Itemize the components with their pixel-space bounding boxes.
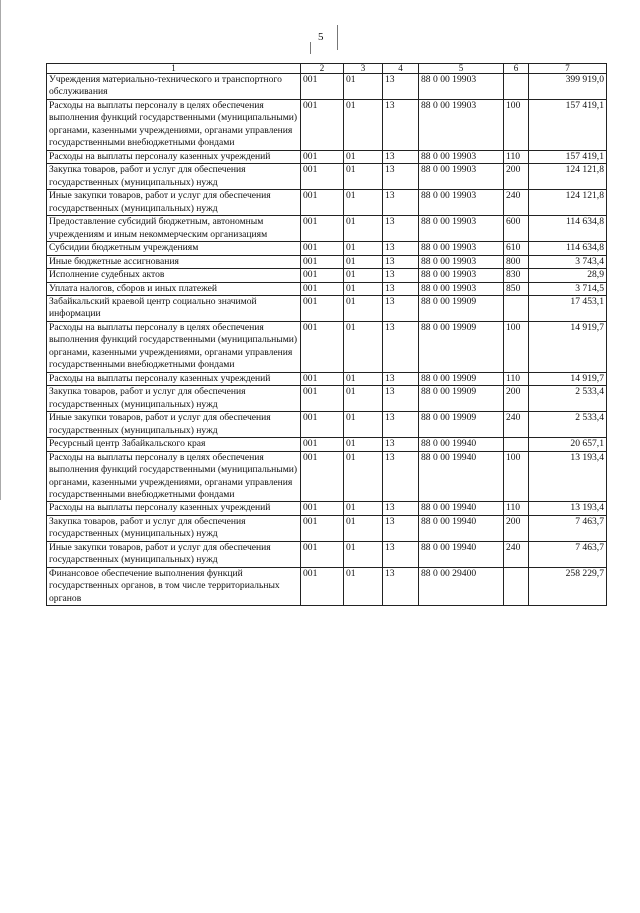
cell-ministry-code: 001 (301, 567, 344, 605)
table-row (47, 502, 607, 515)
cell-section: 01 (344, 242, 383, 255)
cell-subsection: 13 (383, 295, 419, 321)
cell-expense-type: 240 (504, 412, 529, 438)
cell-name: Уплата налогов, сборов и иных платежей (47, 282, 301, 295)
table-row (47, 541, 607, 567)
cell-section: 01 (344, 216, 383, 242)
cell-section: 01 (344, 74, 383, 100)
cell-section: 01 (344, 150, 383, 163)
table-row (47, 567, 607, 605)
cell-expense-type: 100 (504, 451, 529, 502)
cell-target-article: 88 0 00 19940 (419, 541, 504, 567)
cell-expense-type: 200 (504, 164, 529, 190)
cell-name: Расходы на выплаты персоналу казенных учреждений (47, 502, 301, 515)
column-header: 6 (504, 64, 529, 74)
cell-ministry-code: 001 (301, 372, 344, 385)
cell-expense-type (504, 567, 529, 605)
cell-section: 01 (344, 295, 383, 321)
scan-mark (310, 42, 311, 54)
cell-section: 01 (344, 269, 383, 282)
cell-amount: 157 419,1 (529, 99, 607, 150)
cell-section: 01 (344, 515, 383, 541)
cell-name: Иные бюджетные ассигнования (47, 255, 301, 268)
cell-name: Иные закупки товаров, работ и услуг для обеспечения государственных (муниципальных) нужд (47, 190, 301, 216)
cell-section: 01 (344, 502, 383, 515)
cell-section: 01 (344, 282, 383, 295)
column-header: 2 (301, 64, 344, 74)
cell-expense-type: 600 (504, 216, 529, 242)
cell-expense-type (504, 74, 529, 100)
cell-name: Исполнение судебных актов (47, 269, 301, 282)
cell-target-article: 88 0 00 19909 (419, 321, 504, 372)
cell-ministry-code: 001 (301, 412, 344, 438)
cell-amount: 124 121,8 (529, 190, 607, 216)
cell-target-article: 88 0 00 19940 (419, 515, 504, 541)
cell-section: 01 (344, 164, 383, 190)
cell-ministry-code: 001 (301, 216, 344, 242)
cell-amount: 17 453,1 (529, 295, 607, 321)
table-row (47, 164, 607, 190)
cell-subsection: 13 (383, 164, 419, 190)
cell-amount: 7 463,7 (529, 515, 607, 541)
cell-target-article: 88 0 00 19909 (419, 295, 504, 321)
cell-section: 01 (344, 412, 383, 438)
cell-subsection: 13 (383, 567, 419, 605)
cell-expense-type: 100 (504, 321, 529, 372)
cell-amount: 157 419,1 (529, 150, 607, 163)
cell-subsection: 13 (383, 438, 419, 451)
cell-ministry-code: 001 (301, 282, 344, 295)
cell-subsection: 13 (383, 386, 419, 412)
cell-subsection: 13 (383, 451, 419, 502)
cell-ministry-code: 001 (301, 164, 344, 190)
cell-expense-type: 110 (504, 502, 529, 515)
cell-ministry-code: 001 (301, 321, 344, 372)
cell-target-article: 88 0 00 19903 (419, 269, 504, 282)
cell-ministry-code: 001 (301, 74, 344, 100)
cell-amount: 399 919,0 (529, 74, 607, 100)
cell-expense-type: 100 (504, 99, 529, 150)
cell-target-article: 88 0 00 19940 (419, 438, 504, 451)
cell-subsection: 13 (383, 541, 419, 567)
cell-section: 01 (344, 190, 383, 216)
cell-ministry-code: 001 (301, 541, 344, 567)
cell-ministry-code: 001 (301, 451, 344, 502)
cell-amount: 14 919,7 (529, 372, 607, 385)
cell-name: Предоставление субсидий бюджетным, автономным учреждениям и иным некоммерческим организациям (47, 216, 301, 242)
cell-name: Закупка товаров, работ и услуг для обеспечения государственных (муниципальных) нужд (47, 515, 301, 541)
column-header: 1 (47, 64, 301, 74)
cell-name: Субсидии бюджетным учреждениям (47, 242, 301, 255)
cell-amount: 2 533,4 (529, 412, 607, 438)
cell-expense-type: 200 (504, 515, 529, 541)
cell-expense-type: 110 (504, 150, 529, 163)
cell-ministry-code: 001 (301, 515, 344, 541)
cell-section: 01 (344, 372, 383, 385)
cell-section: 01 (344, 386, 383, 412)
budget-table (46, 63, 607, 606)
cell-ministry-code: 001 (301, 255, 344, 268)
cell-amount: 3 743,4 (529, 255, 607, 268)
cell-expense-type: 830 (504, 269, 529, 282)
cell-section: 01 (344, 567, 383, 605)
cell-amount: 13 193,4 (529, 451, 607, 502)
cell-subsection: 13 (383, 412, 419, 438)
cell-name: Иные закупки товаров, работ и услуг для обеспечения государственных (муниципальных) нужд (47, 412, 301, 438)
cell-expense-type (504, 295, 529, 321)
cell-subsection: 13 (383, 282, 419, 295)
table-row (47, 295, 607, 321)
cell-name: Забайкальский краевой центр социально значимой информации (47, 295, 301, 321)
cell-ministry-code: 001 (301, 295, 344, 321)
cell-amount: 114 634,8 (529, 216, 607, 242)
cell-target-article: 88 0 00 19903 (419, 164, 504, 190)
cell-expense-type: 240 (504, 541, 529, 567)
cell-subsection: 13 (383, 515, 419, 541)
cell-target-article: 88 0 00 19903 (419, 190, 504, 216)
cell-subsection: 13 (383, 255, 419, 268)
cell-target-article: 88 0 00 29400 (419, 567, 504, 605)
table-row (47, 269, 607, 282)
cell-amount: 114 634,8 (529, 242, 607, 255)
table-row (47, 255, 607, 268)
cell-amount: 28,9 (529, 269, 607, 282)
cell-ministry-code: 001 (301, 438, 344, 451)
cell-expense-type (504, 438, 529, 451)
cell-amount: 14 919,7 (529, 321, 607, 372)
table-row (47, 451, 607, 502)
cell-target-article: 88 0 00 19903 (419, 99, 504, 150)
cell-ministry-code: 001 (301, 99, 344, 150)
cell-name: Учреждения материально-технического и транспортного обслуживания (47, 74, 301, 100)
cell-ministry-code: 001 (301, 386, 344, 412)
table-row (47, 99, 607, 150)
cell-ministry-code: 001 (301, 190, 344, 216)
cell-name: Расходы на выплаты персоналу в целях обеспечения выполнения функций государственными (муниципальными) органами, казенными учреждениями, органами управления государственными внебюджетными фондами (47, 99, 301, 150)
cell-name: Расходы на выплаты персоналу в целях обеспечения выполнения функций государственными (муниципальными) органами, казенными учреждениями, органами управления государственными внебюджетными фондами (47, 451, 301, 502)
cell-amount: 258 229,7 (529, 567, 607, 605)
cell-subsection: 13 (383, 372, 419, 385)
column-header: 3 (344, 64, 383, 74)
table-row (47, 282, 607, 295)
cell-subsection: 13 (383, 190, 419, 216)
cell-subsection: 13 (383, 502, 419, 515)
cell-ministry-code: 001 (301, 150, 344, 163)
cell-name: Расходы на выплаты персоналу казенных учреждений (47, 150, 301, 163)
cell-ministry-code: 001 (301, 242, 344, 255)
table-row (47, 242, 607, 255)
cell-section: 01 (344, 99, 383, 150)
table-row (47, 216, 607, 242)
cell-name: Расходы на выплаты персоналу казенных учреждений (47, 372, 301, 385)
cell-amount: 7 463,7 (529, 541, 607, 567)
table-body (47, 64, 607, 606)
cell-target-article: 88 0 00 19903 (419, 216, 504, 242)
cell-subsection: 13 (383, 150, 419, 163)
cell-target-article: 88 0 00 19909 (419, 372, 504, 385)
cell-name: Ресурсный центр Забайкальского края (47, 438, 301, 451)
column-header: 4 (383, 64, 419, 74)
cell-name: Финансовое обеспечение выполнения функций государственных органов, в том числе территориальных органов (47, 567, 301, 605)
scan-mark (337, 25, 338, 50)
column-header: 7 (529, 64, 607, 74)
cell-expense-type: 610 (504, 242, 529, 255)
cell-name: Иные закупки товаров, работ и услуг для обеспечения государственных (муниципальных) нужд (47, 541, 301, 567)
cell-subsection: 13 (383, 242, 419, 255)
cell-expense-type: 240 (504, 190, 529, 216)
cell-subsection: 13 (383, 269, 419, 282)
cell-section: 01 (344, 451, 383, 502)
table-row (47, 74, 607, 100)
cell-target-article: 88 0 00 19909 (419, 386, 504, 412)
cell-name: Расходы на выплаты персоналу в целях обеспечения выполнения функций государственными (муниципальными) органами, казенными учреждениями, органами управления государственными внебюджетными фондами (47, 321, 301, 372)
cell-subsection: 13 (383, 74, 419, 100)
cell-amount: 20 657,1 (529, 438, 607, 451)
cell-amount: 124 121,8 (529, 164, 607, 190)
cell-target-article: 88 0 00 19903 (419, 282, 504, 295)
cell-expense-type: 110 (504, 372, 529, 385)
cell-expense-type: 850 (504, 282, 529, 295)
cell-target-article: 88 0 00 19940 (419, 451, 504, 502)
cell-target-article: 88 0 00 19940 (419, 502, 504, 515)
table-row (47, 386, 607, 412)
cell-name: Закупка товаров, работ и услуг для обеспечения государственных (муниципальных) нужд (47, 164, 301, 190)
cell-name: Закупка товаров, работ и услуг для обеспечения государственных (муниципальных) нужд (47, 386, 301, 412)
page-number: 5 (318, 31, 324, 43)
cell-amount: 2 533,4 (529, 386, 607, 412)
page-edge-mark (0, 0, 1, 500)
column-header: 5 (419, 64, 504, 74)
cell-subsection: 13 (383, 99, 419, 150)
cell-amount: 3 714,5 (529, 282, 607, 295)
table-row (47, 412, 607, 438)
cell-ministry-code: 001 (301, 502, 344, 515)
cell-target-article: 88 0 00 19903 (419, 255, 504, 268)
table-row (47, 372, 607, 385)
cell-section: 01 (344, 321, 383, 372)
cell-target-article: 88 0 00 19903 (419, 74, 504, 100)
table-row (47, 150, 607, 163)
cell-target-article: 88 0 00 19909 (419, 412, 504, 438)
cell-section: 01 (344, 255, 383, 268)
cell-subsection: 13 (383, 321, 419, 372)
cell-expense-type: 800 (504, 255, 529, 268)
table-row (47, 190, 607, 216)
cell-amount: 13 193,4 (529, 502, 607, 515)
cell-section: 01 (344, 438, 383, 451)
table-row (47, 321, 607, 372)
cell-ministry-code: 001 (301, 269, 344, 282)
cell-target-article: 88 0 00 19903 (419, 150, 504, 163)
table-row (47, 438, 607, 451)
cell-target-article: 88 0 00 19903 (419, 242, 504, 255)
table-row (47, 515, 607, 541)
cell-expense-type: 200 (504, 386, 529, 412)
cell-subsection: 13 (383, 216, 419, 242)
table-header-row (47, 64, 607, 74)
cell-section: 01 (344, 541, 383, 567)
